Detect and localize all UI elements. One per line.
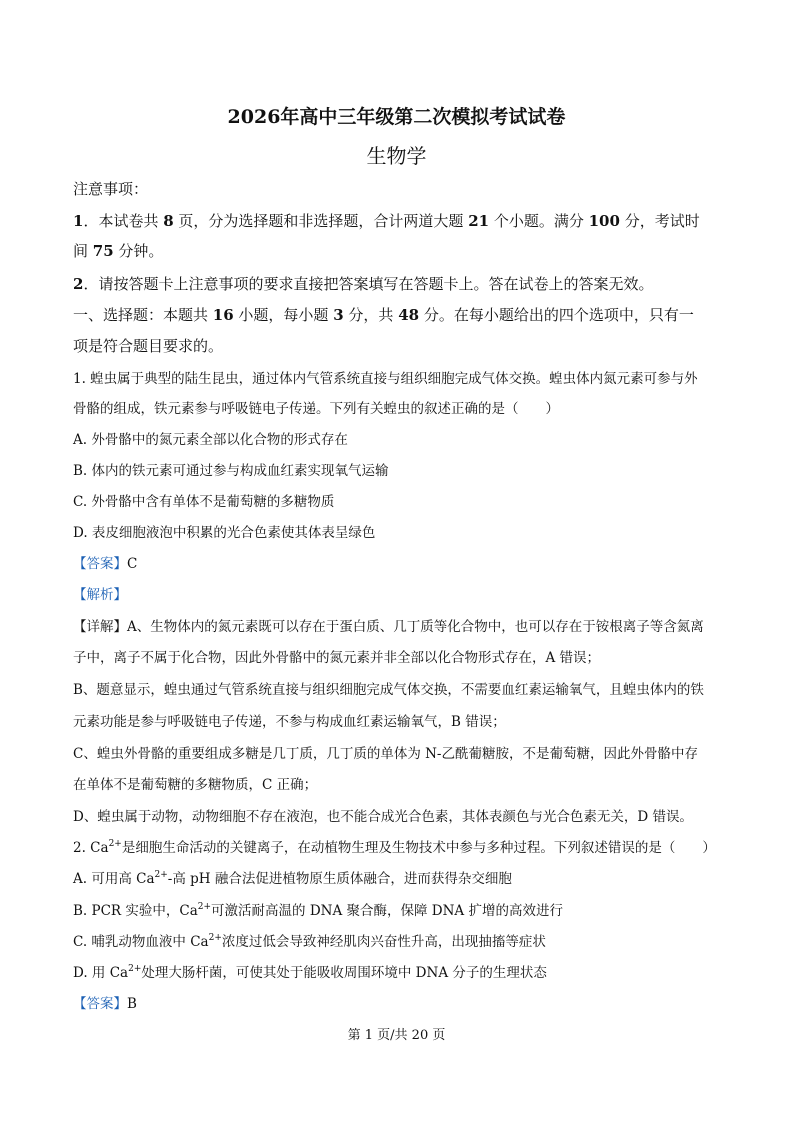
- q1-answer: [73, 556, 723, 572]
- subject-title: 生物学: [366, 144, 427, 168]
- q1-stem-line-2: 骨骼的组成，铁元素参与呼吸链电子传递。下列有关蝗虫的叙述正确的是（ ）: [73, 401, 559, 417]
- answer-tag: 【答案】: [73, 996, 127, 1012]
- q1-option-d: D. 表皮细胞液泡中积累的光合色素使其体表呈绿色: [73, 525, 376, 541]
- page-footer: 第 1 页/共 20 页: [347, 1028, 446, 1043]
- q2-answer: [73, 996, 723, 1012]
- section-heading: 一、选择题：本题共 16 小题，每小题 3 分，共 48 分。在每小题给出的四个选项中，只有一: [73, 306, 694, 324]
- q1-detail-line-2: 子中，离子不属于化合物，因此外骨骼中的氮元素并非全部以化合物形式存在，A 错误；: [73, 650, 601, 666]
- answer-tag: 【答案】: [73, 556, 127, 572]
- q2-option-c: C. 哺乳动物血液中 $Ca^{2+}$浓度过低会导致神经肌肉兴奋性升高，出现抽搐等症状: [73, 933, 546, 950]
- page-title: 2026年高中三年级第二次模拟考试试卷: [227, 106, 566, 128]
- q1-detail-line-7: D、蝗虫属于动物，动物细胞不存在液泡，也不能合成光合色素，其体表颜色与光合色素无关，D 错误。: [73, 809, 693, 825]
- notice-item-1-cont: 间 75 分钟。: [73, 242, 164, 260]
- q1-detail-line-1: 【详解】A、生物体内的氮元素既可以存在于蛋白质、几丁质等化合物中，也可以存在于铵根离子等含氮离: [73, 619, 704, 635]
- notice-item-2: 2．请按答题卡上注意事项的要求直接把答案填写在答题卡上。答在试卷上的答案无效。: [73, 275, 654, 293]
- q1-option-a: A. 外骨骼中的氮元素全部以化合物的形式存在: [73, 432, 348, 448]
- answer-value: B: [127, 996, 137, 1012]
- q1-detail-line-6: 在单体不是葡萄糖的多糖物质，C 正确；: [73, 777, 318, 793]
- q1-detail-line-3: B、题意显示，蝗虫通过气管系统直接与组织细胞完成气体交换，不需要血红素运输氧气，且蝗虫体内的铁: [73, 682, 704, 698]
- q2-option-d: D. 用 $Ca^{2+}$处理大肠杆菌，可使其处于能吸收周围环境中 DNA 分子的生理状态: [73, 964, 547, 981]
- q1-analysis: [73, 587, 723, 603]
- answer-value: C: [127, 556, 138, 572]
- analysis-tag: 【解析】: [73, 587, 127, 603]
- notice-item-1-number: 1: [73, 212, 84, 230]
- q2-option-a: A. 可用高 $Ca^{2+}-$高 pH 融合法促进植物原生质体融合，进而获得杂交细胞: [73, 870, 512, 887]
- q2-option-b: B. PCR 实验中，$Ca^{2+}$可激活耐高温的 DNA 聚合酶，保障 DNA 扩增的高效进行: [73, 902, 563, 919]
- q1-stem-line-1: 1. 蝗虫属于典型的陆生昆虫，通过体内气管系统直接与组织细胞完成气体交换。蝗虫体内氮元素可参与外: [73, 371, 698, 387]
- q2-stem: 2. $Ca^{2+}$是细胞生命活动的关键离子，在动植物生理及生物技术中参与多种过程。下列叙述错误的是（ ）: [73, 839, 716, 856]
- q1-detail-line-5: C、蝗虫外骨骼的重要组成多糖是几丁质，几丁质的单体为 N-乙酰葡糖胺，不是葡萄糖，因此外骨骼中存: [73, 746, 698, 762]
- notice-heading: 注意事项：: [73, 180, 149, 198]
- section-heading-cont: 项是符合题目要求的。: [73, 337, 224, 355]
- detail-tag: 【详解】: [73, 619, 127, 635]
- q1-detail-line-4: 元素功能是参与呼吸链电子传递，不参与构成血红素运输氧气，B 错误；: [73, 714, 506, 730]
- q1-option-b: B. 体内的铁元素可通过参与构成血红素实现氧气运输: [73, 463, 389, 479]
- q1-option-c: C. 外骨骼中含有单体不是葡萄糖的多糖物质: [73, 494, 335, 510]
- notice-item-1: 1．本试卷共 8 页，分为选择题和非选择题，合计两道大题 21 个小题。满分 100 分，考试时: [73, 212, 700, 230]
